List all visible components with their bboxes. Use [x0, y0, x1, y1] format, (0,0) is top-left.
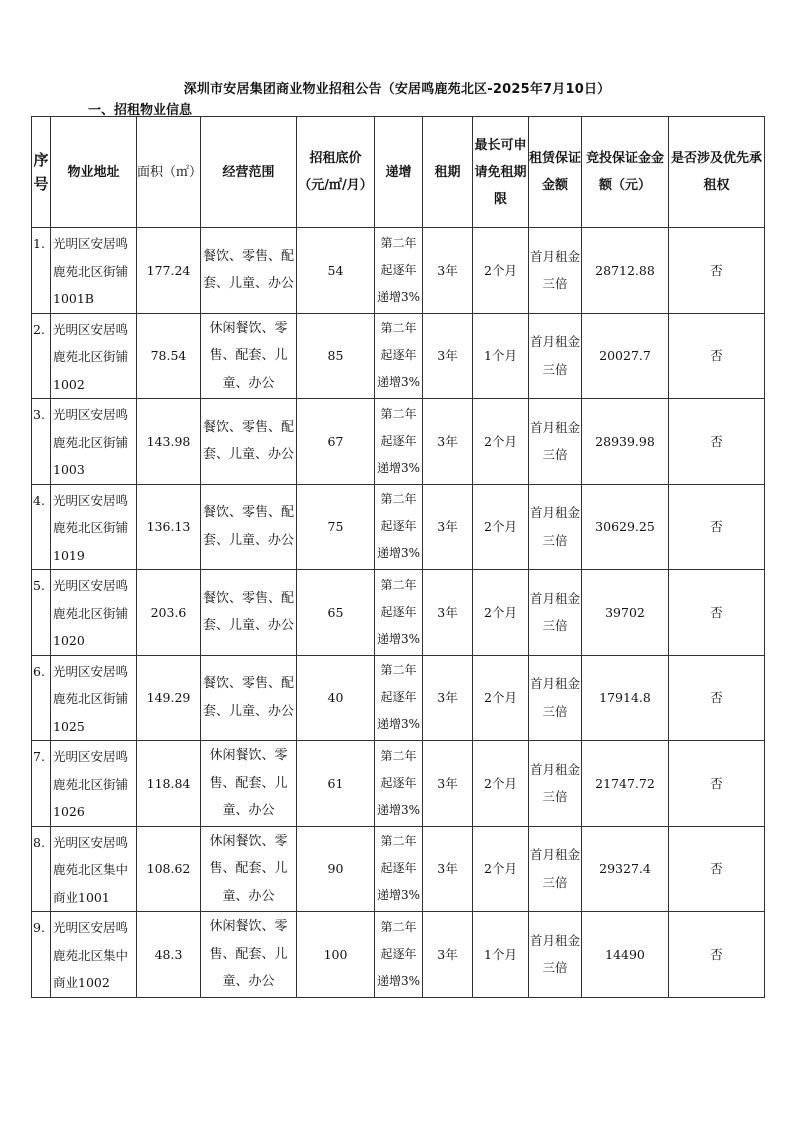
row-index: 3. [32, 399, 51, 485]
row-term: 3年 [423, 741, 473, 827]
row-base-price: 54 [297, 228, 375, 314]
header-increase: 递增 [375, 117, 423, 228]
row-address: 光明区安居鸣鹿苑北区集中商业1001 [51, 826, 137, 912]
row-base-price: 67 [297, 399, 375, 485]
row-area: 78.54 [137, 313, 201, 399]
header-base-price: 招租底价（元/㎡/月） [297, 117, 375, 228]
row-free-period: 2个月 [473, 570, 529, 656]
header-priority: 是否涉及优先承租权 [669, 117, 765, 228]
row-term: 3年 [423, 912, 473, 998]
row-term: 3年 [423, 570, 473, 656]
row-scope: 餐饮、零售、配套、儿童、办公 [201, 399, 297, 485]
row-deposit: 首月租金三倍 [529, 826, 582, 912]
row-index: 9. [32, 912, 51, 998]
row-free-period: 2个月 [473, 228, 529, 314]
row-index: 4. [32, 484, 51, 570]
row-free-period: 2个月 [473, 741, 529, 827]
row-increase: 第二年起逐年递增3% [375, 484, 423, 570]
header-bid-deposit: 竞投保证金金额（元） [582, 117, 669, 228]
row-deposit: 首月租金三倍 [529, 655, 582, 741]
row-free-period: 2个月 [473, 826, 529, 912]
header-address: 物业地址 [51, 117, 137, 228]
row-deposit: 首月租金三倍 [529, 313, 582, 399]
row-deposit: 首月租金三倍 [529, 912, 582, 998]
row-area: 203.6 [137, 570, 201, 656]
row-scope: 休闲餐饮、零售、配套、儿童、办公 [201, 313, 297, 399]
row-free-period: 2个月 [473, 399, 529, 485]
row-base-price: 61 [297, 741, 375, 827]
row-index: 6. [32, 655, 51, 741]
row-index: 8. [32, 826, 51, 912]
row-bid-deposit: 30629.25 [582, 484, 669, 570]
row-area: 48.3 [137, 912, 201, 998]
row-bid-deposit: 21747.72 [582, 741, 669, 827]
row-free-period: 2个月 [473, 655, 529, 741]
row-address: 光明区安居鸣鹿苑北区集中商业1002 [51, 912, 137, 998]
row-deposit: 首月租金三倍 [529, 741, 582, 827]
row-term: 3年 [423, 313, 473, 399]
header-scope: 经营范围 [201, 117, 297, 228]
row-bid-deposit: 28939.98 [582, 399, 669, 485]
row-address: 光明区安居鸣鹿苑北区街铺1025 [51, 655, 137, 741]
row-address: 光明区安居鸣鹿苑北区街铺1003 [51, 399, 137, 485]
row-bid-deposit: 14490 [582, 912, 669, 998]
row-address: 光明区安居鸣鹿苑北区街铺1026 [51, 741, 137, 827]
table-row [32, 570, 765, 656]
row-base-price: 65 [297, 570, 375, 656]
row-increase: 第二年起逐年递增3% [375, 570, 423, 656]
header-free-period: 最长可申请免租期限 [473, 117, 529, 228]
row-index: 5. [32, 570, 51, 656]
row-term: 3年 [423, 655, 473, 741]
row-scope: 餐饮、零售、配套、儿童、办公 [201, 228, 297, 314]
row-index: 2. [32, 313, 51, 399]
table-row [32, 741, 765, 827]
row-scope: 餐饮、零售、配套、儿童、办公 [201, 570, 297, 656]
table-row [32, 484, 765, 570]
row-term: 3年 [423, 484, 473, 570]
header-index: 序号 [32, 117, 51, 228]
row-term: 3年 [423, 228, 473, 314]
row-bid-deposit: 28712.88 [582, 228, 669, 314]
row-increase: 第二年起逐年递增3% [375, 912, 423, 998]
row-area: 149.29 [137, 655, 201, 741]
table-row [32, 655, 765, 741]
row-address: 光明区安居鸣鹿苑北区街铺1020 [51, 570, 137, 656]
row-deposit: 首月租金三倍 [529, 399, 582, 485]
row-term: 3年 [423, 399, 473, 485]
row-area: 136.13 [137, 484, 201, 570]
row-priority: 否 [669, 484, 765, 570]
table-header-row [32, 117, 765, 228]
row-address: 光明区安居鸣鹿苑北区街铺1002 [51, 313, 137, 399]
row-scope: 休闲餐饮、零售、配套、儿童、办公 [201, 741, 297, 827]
row-area: 118.84 [137, 741, 201, 827]
row-scope: 餐饮、零售、配套、儿童、办公 [201, 484, 297, 570]
row-priority: 否 [669, 912, 765, 998]
row-base-price: 40 [297, 655, 375, 741]
row-index: 7. [32, 741, 51, 827]
row-priority: 否 [669, 570, 765, 656]
table-row [32, 399, 765, 485]
row-area: 177.24 [137, 228, 201, 314]
row-area: 143.98 [137, 399, 201, 485]
row-increase: 第二年起逐年递增3% [375, 826, 423, 912]
row-term: 3年 [423, 826, 473, 912]
row-increase: 第二年起逐年递增3% [375, 399, 423, 485]
table-row [32, 313, 765, 399]
row-free-period: 1个月 [473, 912, 529, 998]
row-area: 108.62 [137, 826, 201, 912]
row-bid-deposit: 39702 [582, 570, 669, 656]
row-priority: 否 [669, 655, 765, 741]
document-title: 深圳市安居集团商业物业招租公告（安居鸣鹿苑北区-2025年7月10日） [183, 82, 611, 97]
row-increase: 第二年起逐年递增3% [375, 741, 423, 827]
row-increase: 第二年起逐年递增3% [375, 313, 423, 399]
row-priority: 否 [669, 741, 765, 827]
row-address: 光明区安居鸣鹿苑北区街铺1019 [51, 484, 137, 570]
row-free-period: 1个月 [473, 313, 529, 399]
section-heading: 一、招租物业信息 [88, 103, 193, 118]
row-deposit: 首月租金三倍 [529, 570, 582, 656]
row-increase: 第二年起逐年递增3% [375, 228, 423, 314]
row-deposit: 首月租金三倍 [529, 484, 582, 570]
table-row [32, 912, 765, 998]
table-row [32, 826, 765, 912]
row-bid-deposit: 20027.7 [582, 313, 669, 399]
row-scope: 餐饮、零售、配套、儿童、办公 [201, 655, 297, 741]
row-bid-deposit: 29327.4 [582, 826, 669, 912]
row-address: 光明区安居鸣鹿苑北区街铺1001B [51, 228, 137, 314]
row-base-price: 75 [297, 484, 375, 570]
header-deposit: 租赁保证金额 [529, 117, 582, 228]
row-deposit: 首月租金三倍 [529, 228, 582, 314]
row-scope: 休闲餐饮、零售、配套、儿童、办公 [201, 826, 297, 912]
row-priority: 否 [669, 313, 765, 399]
header-term: 租期 [423, 117, 473, 228]
row-index: 1. [32, 228, 51, 314]
property-table [31, 116, 765, 998]
row-base-price: 100 [297, 912, 375, 998]
table-row [32, 228, 765, 314]
row-base-price: 90 [297, 826, 375, 912]
row-priority: 否 [669, 228, 765, 314]
row-priority: 否 [669, 399, 765, 485]
header-area: 面积（㎡） [137, 117, 201, 228]
row-scope: 休闲餐饮、零售、配套、儿童、办公 [201, 912, 297, 998]
row-increase: 第二年起逐年递增3% [375, 655, 423, 741]
row-base-price: 85 [297, 313, 375, 399]
row-bid-deposit: 17914.8 [582, 655, 669, 741]
row-free-period: 2个月 [473, 484, 529, 570]
row-priority: 否 [669, 826, 765, 912]
